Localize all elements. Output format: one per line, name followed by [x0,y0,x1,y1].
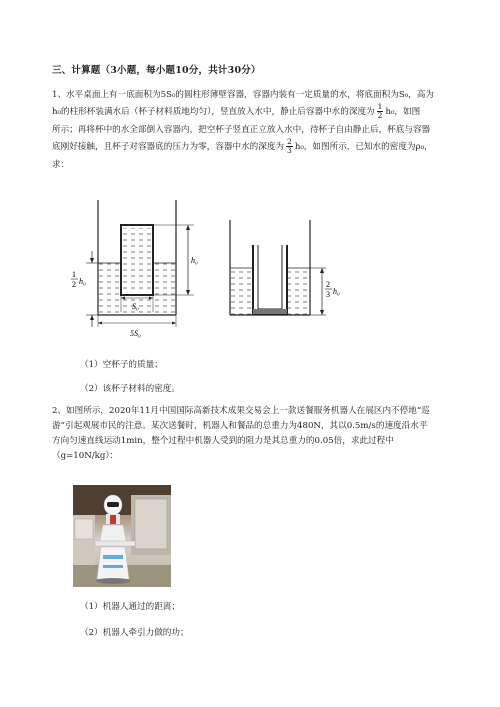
question-1-text [52,88,462,173]
fraction-one-half: $\frac{1}{2}$ [377,102,383,120]
figure-cup-full [58,195,208,340]
q1-line-2: h₀的柱形杯装满水后（杯子材料质地均匀），竖直放入水中，静止后容器中水的深度为 $\frac{1}{2}$ h₀，如图 [52,102,421,120]
q1-subquestion-1: （1）空杯子的质量； [80,360,163,370]
label-s0: S₀ [132,302,139,311]
q1-subquestion-2: （2）该杯子材料的密度。 [80,384,180,394]
figure-cup-empty [222,215,352,325]
q1-line-4: 底刚好接触，且杯子对容器底的压力为零，容器中水的深度为 $\frac{2}{3}$ h₀，如图所示，已知水的密度为ρ₀， [52,137,433,155]
q2-subquestion-2: （2）机器人牵引力做的功； [80,628,189,638]
question-2-text [52,404,462,464]
robot-illustration [73,485,171,587]
label-5s0: 5S₀ [130,329,141,338]
label-two-den: 3 [326,290,330,299]
q2-line-1: 2、如图所示，2020年11月中国国际高新技术成果交易会上一款送餐服务机器人在展区内不停地“巡 [52,406,430,416]
section-title: 三、计算题（3小题，每小题10分，共计30分） [52,65,261,76]
label-half-num: 1 [72,270,76,279]
q2-line-3: 方向匀速直线运动1min，整个过程中机器人受到的阻力是其总重力的0.05倍，求此过程中 [52,436,394,446]
robot-photo [73,485,171,587]
label-h0: h₀ [191,256,198,265]
label-half-den: 2 [72,280,76,289]
q1-line-3: 所示；再将杯中的水全部倒入容器内，把空杯子竖直正立放入水中，待杯子自由静止后，杯底与容器 [52,125,431,135]
label-two-h0: h₀ [333,287,340,296]
label-half-h0: h₀ [79,277,86,286]
q1-line-5: 求： [52,160,70,170]
fraction-two-thirds: $\frac{2}{3}$ [287,137,292,155]
q1-line-1: 1、水平桌面上有一底面积为5S₀的圆柱形薄壁容器，容器内装有一定质量的水，将底面积为S₀，高为 [52,90,434,100]
q2-line-4: （g=10N/kg）： [52,451,119,461]
label-two-num: 2 [326,280,330,289]
q2-line-2: 游”引起观展市民的注意。某次送餐时，机器人和餐品的总重力为480N，其以0.5m/s的速度沿水平 [52,421,428,431]
q2-subquestion-1: （1）机器人通过的距离； [80,602,180,612]
